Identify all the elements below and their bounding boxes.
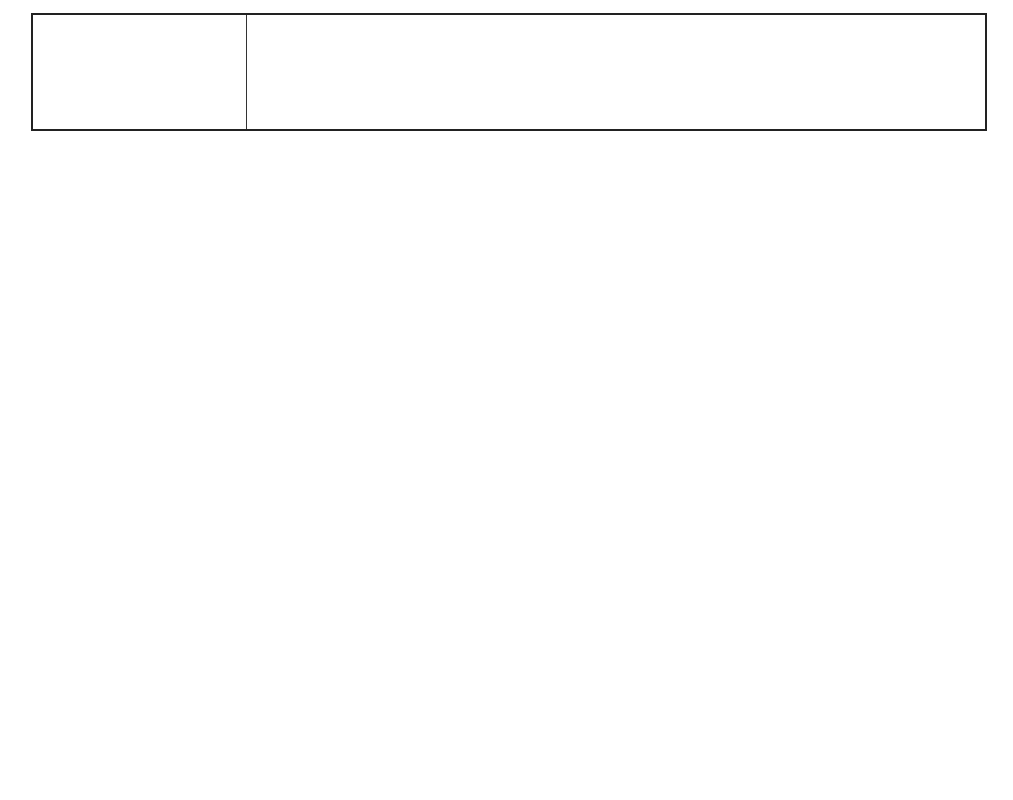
yarn-info-row xyxy=(32,14,986,130)
size-chart xyxy=(31,13,985,131)
size-table xyxy=(31,13,987,131)
yarn-info-text-cell xyxy=(246,14,986,130)
yarn-info-label-cell xyxy=(32,14,246,130)
